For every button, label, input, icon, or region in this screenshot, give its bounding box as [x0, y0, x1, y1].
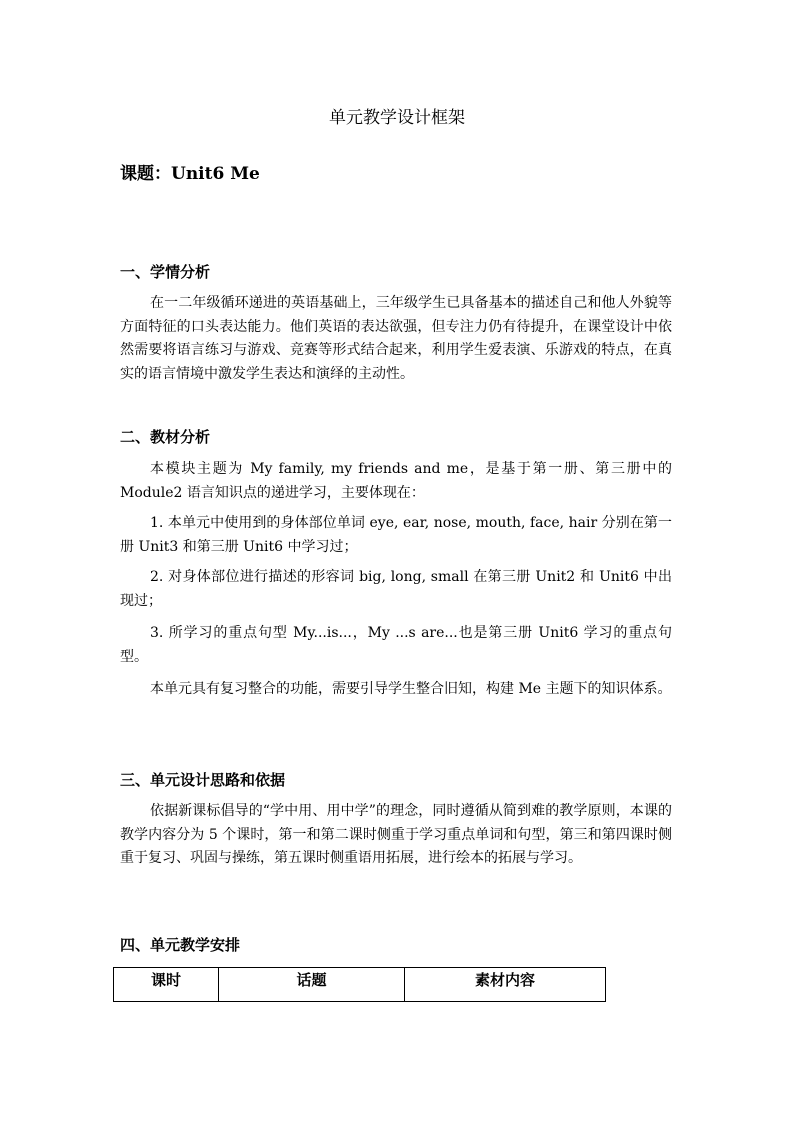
- document-title: 单元教学设计框架: [329, 108, 465, 128]
- paragraph: 3. 所学习的重点句型 My...is...，My ...s are...也是第三册 Unit6 学习的重点句型。: [120, 625, 672, 665]
- table-header-lesson: 课时: [114, 968, 219, 1002]
- paragraph: 在一二年级循环递进的英语基础上，三年级学生已具备基本的描述自己和他人外貌等方面特征的口头表达能力。他们英语的表达欲强，但专注力仍有待提升，在课堂设计中依然需要将语言练习与游戏、竞赛等形式结合起来，利用学生爱表演、乐游戏的特点，在真实的语言情境中激发学生表达和演绎的主动性。: [120, 295, 672, 382]
- lesson-subject: 课题：Unit6 Me: [120, 164, 260, 184]
- table-header-materials: 素材内容: [405, 968, 606, 1002]
- table-header-row: [114, 968, 606, 1002]
- paragraph: 本单元具有复习整合的功能，需要引导学生整合旧知，构建 Me 主题下的知识体系。: [150, 681, 672, 697]
- paragraph: 本模块主题为 My family, my friends and me，是基于第一册、第三册中的Module2 语言知识点的递进学习，主要体现在：: [120, 461, 672, 501]
- schedule-table: [113, 967, 606, 1002]
- section-heading-textbook-analysis: 二、教材分析: [120, 428, 211, 446]
- section-heading-teaching-schedule: 四、单元教学安排: [120, 936, 241, 954]
- section-heading-design-rationale: 三、单元设计思路和依据: [120, 771, 286, 789]
- paragraph: 依据新课标倡导的“学中用、用中学”的理念，同时遵循从简到难的教学原则，本课的教学内容分为 5 个课时，第一和第二课时侧重于学习重点单词和句型，第三和第四课时侧重于复习、巩固与操练，第五课时侧重语用拓展，进行绘本的拓展与学习。: [120, 803, 672, 866]
- section-heading-student-analysis: 一、学情分析: [120, 263, 211, 281]
- table-header-topic: 话题: [219, 968, 405, 1002]
- paragraph: 2. 对身体部位进行描述的形容词 big, long, small 在第三册 Unit2 和 Unit6 中出现过；: [120, 569, 672, 609]
- paragraph: 1. 本单元中使用到的身体部位单词 eye, ear, nose, mouth, face, hair 分别在第一册 Unit3 和第三册 Unit6 中学习过；: [120, 515, 672, 555]
